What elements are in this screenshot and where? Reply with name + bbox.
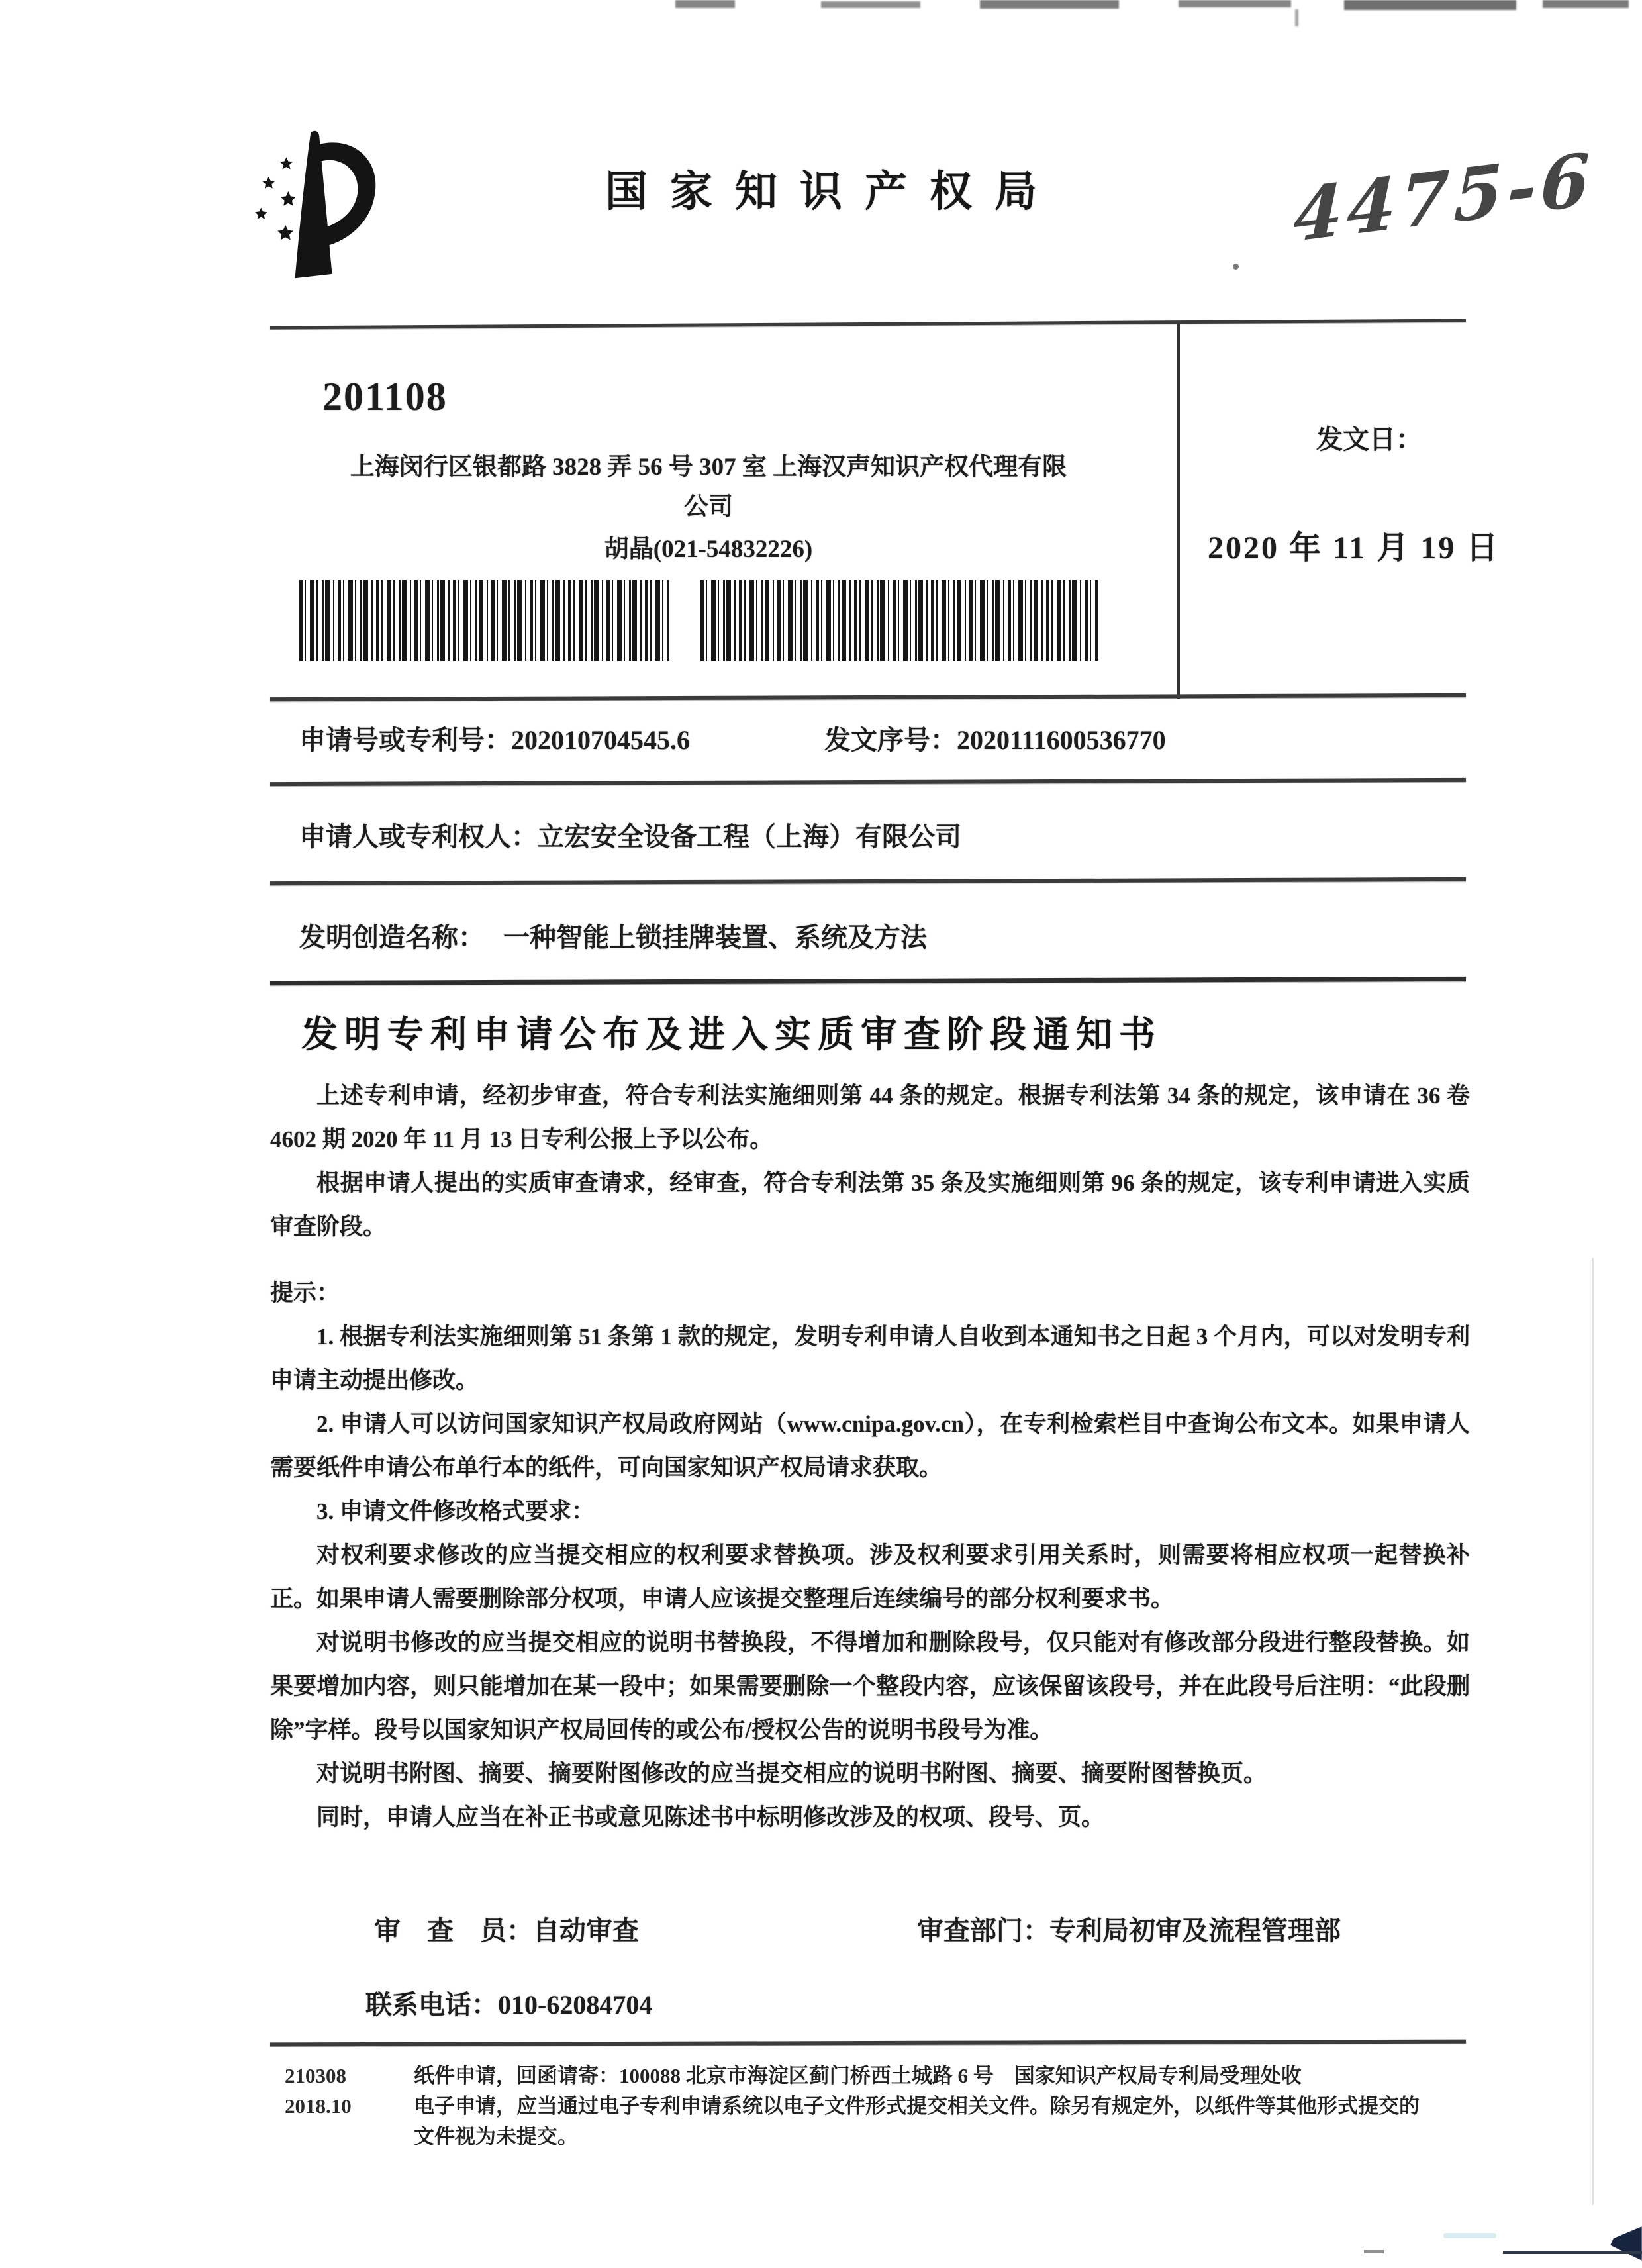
department-value: 专利局初审及流程管理部 <box>1049 1916 1341 1946</box>
scan-noise <box>1543 0 1629 8</box>
barcode <box>299 580 671 661</box>
phone-label: 联系电话： <box>365 1990 498 2020</box>
recipient-address-block <box>278 448 1139 569</box>
department-label: 审查部门： <box>917 1916 1049 1946</box>
application-number-label: 申请号或专利号： <box>299 725 511 755</box>
divider <box>270 693 1466 701</box>
applicant-label: 申请人或专利权人： <box>299 822 538 852</box>
scan-corner-mark <box>1610 2226 1642 2261</box>
scan-noise <box>980 0 1119 9</box>
issue-serial-value: 2020111600536770 <box>957 725 1166 755</box>
scan-noise <box>821 1 920 8</box>
issue-date-box-border <box>1177 324 1180 699</box>
notice-title: 发明专利申请公布及进入实质审查阶段通知书 <box>301 1014 1162 1055</box>
barcode <box>700 580 1098 661</box>
footer-instructions <box>414 2061 1447 2152</box>
footer-line-3: 文件视为未提交。 <box>414 2125 578 2148</box>
handwritten-file-number: 4475-6 <box>1292 137 1594 259</box>
footer-divider <box>270 2040 1466 2047</box>
address-line-2: 公司 <box>684 493 733 520</box>
divider <box>270 778 1466 786</box>
header-divider <box>270 319 1466 329</box>
notice-body <box>270 1074 1470 1840</box>
tip-paragraph: 对说明书修改的应当提交相应的说明书替换段，不得增加和删除段号，仅只能对有修改部分段进行整段替换。如果要增加内容，则只能增加在某一段中；如果需要删除一个整段内容，应该保留该段号，并在此段号后注明：“此段删除”字样。段号以国家知识产权局回传的或公布/授权公告的说明书段号为准。 <box>270 1630 1470 1743</box>
application-number-field <box>299 719 690 757</box>
tip-paragraph: 2. 申请人可以访问国家知识产权局政府网站（www.cnipa.gov.cn），在专利检索栏目中查询公布文本。如果申请人需要纸件申请公布单行本的纸件，可向国家知识产权局请求获取。 <box>270 1411 1470 1481</box>
address-line-1: 上海闵行区银都路 3828 弄 56 号 307 室 上海汉声知识产权代理有限 <box>350 454 1067 481</box>
form-code: 210308 <box>285 2064 346 2087</box>
examiner-value: 自动审查 <box>533 1916 639 1946</box>
examiner-label: 审 查 员： <box>374 1916 533 1946</box>
notice-paragraph: 根据申请人提出的实质审查请求，经审查，符合专利法第 35 条及实施细则第 96 条的规定，该专利申请进入实质审查阶段。 <box>270 1170 1470 1240</box>
phone-field <box>365 1984 652 2022</box>
scan-noise <box>1344 0 1516 10</box>
postal-code: 201108 <box>322 375 448 419</box>
issue-serial-field <box>824 719 1166 757</box>
issue-serial-label: 发文序号： <box>824 725 957 755</box>
contact-person: 胡晶(021-54832226) <box>604 536 813 563</box>
scan-noise <box>675 0 735 8</box>
invention-title-label: 发明创造名称： <box>299 922 485 952</box>
application-number-value: 202010704545.6 <box>511 725 690 755</box>
footer-line-2: 电子申请，应当通过电子专利申请系统以电子文件形式提交相关文件。除另有规定外，以纸件等其他形式提交的 <box>414 2095 1420 2118</box>
phone-value: 010-62084704 <box>498 1990 653 2020</box>
scan-noise <box>1364 2250 1384 2253</box>
agency-title: 国家知识产权局 <box>605 168 1059 215</box>
department-field <box>917 1910 1341 1948</box>
tip-paragraph: 1. 根据专利法实施细则第 51 条第 1 款的规定，发明专利申请人自收到本通知书之日起 3 个月内，可以对发明专利申请主动提出修改。 <box>270 1324 1470 1393</box>
tip-paragraph: 对说明书附图、摘要、摘要附图修改的应当提交相应的说明书附图、摘要、摘要附图替换页。 <box>316 1761 1267 1787</box>
footer-line-1: 纸件申请，回函请寄：100088 北京市海淀区蓟门桥西土城路 6 号 国家知识产权局专利局受理处收 <box>414 2064 1302 2087</box>
applicant-value: 立宏安全设备工程（上海）有限公司 <box>538 822 961 852</box>
tips-label: 提示： <box>270 1280 340 1306</box>
issue-date-label: 发文日： <box>1316 424 1422 454</box>
divider <box>270 877 1466 885</box>
invention-title-field <box>299 916 927 954</box>
examiner-field <box>374 1910 639 1948</box>
form-date: 2018.10 <box>285 2095 352 2118</box>
scan-noise <box>1295 9 1298 26</box>
tip-paragraph: 同时，申请人应当在补正书或意见陈述书中标明修改涉及的权项、段号、页。 <box>316 1804 1105 1830</box>
invention-title-value: 一种智能上锁挂牌装置、系统及方法 <box>503 922 927 952</box>
form-code-block <box>285 2061 352 2122</box>
scan-smudge <box>1443 2233 1496 2238</box>
tip-paragraph: 3. 申请文件修改格式要求： <box>316 1499 595 1524</box>
applicant-field <box>299 816 961 854</box>
divider <box>270 977 1466 985</box>
scan-noise <box>1179 0 1291 7</box>
scan-edge-line <box>1503 2251 1642 2254</box>
scan-fold-line <box>1592 1258 1594 2205</box>
ink-dot <box>1233 264 1239 270</box>
issue-date-value: 2020 年 11 月 19 日 <box>1208 530 1500 566</box>
tip-paragraph: 对权利要求修改的应当提交相应的权利要求替换项。涉及权利要求引用关系时，则需要将相应权项一起替换补正。如果申请人需要删除部分权项，申请人应该提交整理后连续编号的部分权利要求书。 <box>270 1542 1470 1612</box>
notice-paragraph: 上述专利申请，经初步审查，符合专利法实施细则第 44 条的规定。根据专利法第 34 条的规定，该申请在 36 卷 4602 期 2020 年 11 月 13 日专利公报上予以公布。 <box>270 1083 1470 1152</box>
